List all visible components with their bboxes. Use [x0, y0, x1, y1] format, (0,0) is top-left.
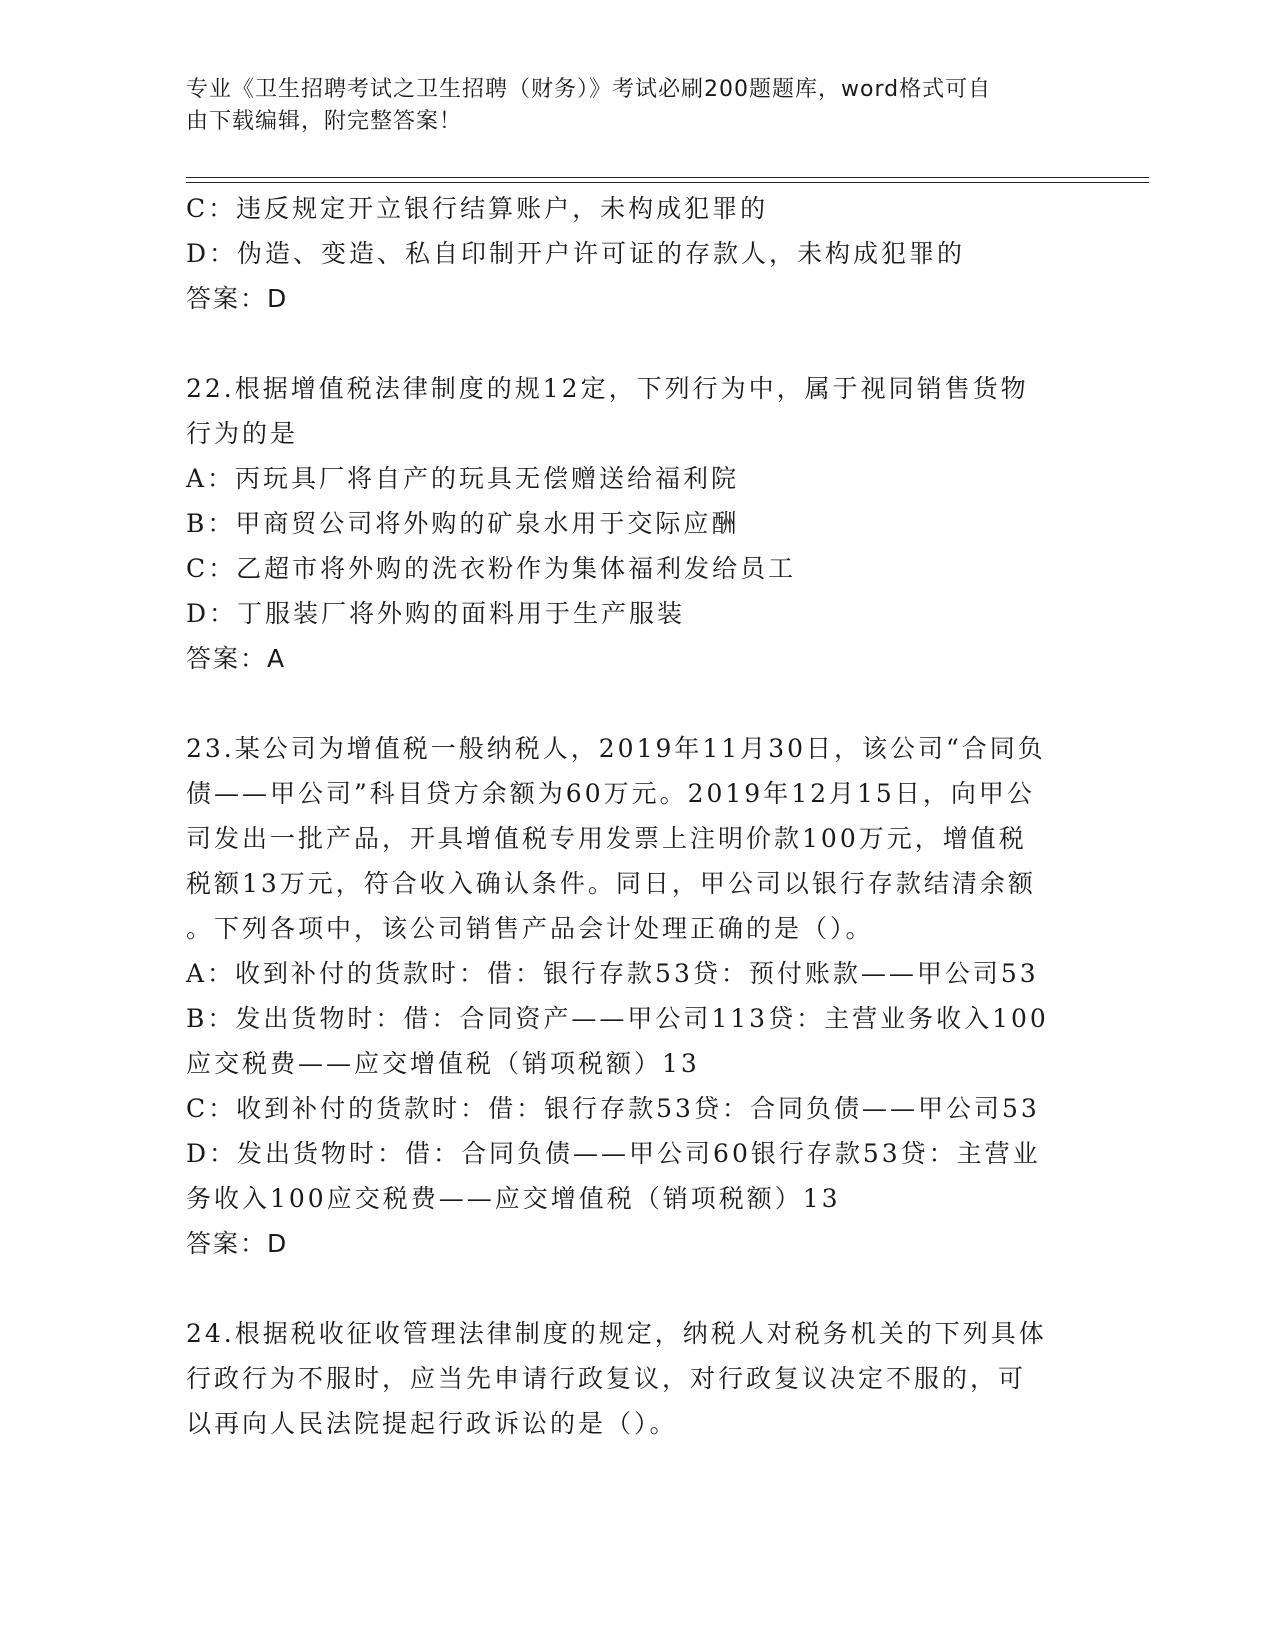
text-line: 行为的是	[186, 419, 299, 448]
text-line: 23.某公司为增值税一般纳税人，2019年11月30日，该公司“合同负	[186, 734, 1046, 763]
text-line: 22.根据增值税法律制度的规12定，下列行为中，属于视同销售货物	[186, 374, 1029, 403]
text-line: 税额13万元，符合收入确认条件。同日，甲公司以银行存款结清余额	[186, 869, 1036, 898]
text-line: C：违反规定开立银行结算账户，未构成犯罪的	[186, 194, 769, 223]
paragraph-gap	[186, 321, 1086, 366]
text-line: D：伪造、变造、私自印制开户许可证的存款人，未构成犯罪的	[186, 239, 966, 268]
text-line: 债——甲公司”科目贷方余额为60万元。2019年12月15日，向甲公	[186, 779, 1035, 808]
text-line: 司发出一批产品，开具增值税专用发票上注明价款100万元，增值税	[186, 824, 1027, 853]
text-line: 以再向人民法院提起行政诉讼的是（）。	[186, 1409, 678, 1438]
text-line: C：收到补付的货款时：借：银行存款53贷：合同负债——甲公司53	[186, 1094, 1040, 1123]
answer-line: 答案：D	[186, 1229, 289, 1258]
text-line: 行政行为不服时，应当先申请行政复议，对行政复议决定不服的，可	[186, 1364, 1027, 1393]
text-line: B：甲商贸公司将外购的矿泉水用于交际应酬	[186, 509, 740, 538]
text-line: C：乙超市将外购的洗衣粉作为集体福利发给员工	[186, 554, 797, 583]
document-header	[186, 74, 1066, 138]
text-line: D：发出货物时：借：合同负债——甲公司60银行存款53贷：主营业	[186, 1139, 1041, 1168]
text-line: 。下列各项中，该公司销售产品会计处理正确的是（）。	[186, 914, 874, 943]
document-body	[186, 186, 1086, 1446]
text-line: A：收到补付的货款时：借：银行存款53贷：预付账款——甲公司53	[186, 959, 1039, 988]
paragraph-gap	[186, 1266, 1086, 1311]
header-divider-bottom	[186, 182, 1149, 183]
header-title-line-2: 由下载编辑，附完整答案！	[186, 109, 463, 134]
text-line: 24.根据税收征收管理法律制度的规定，纳税人对税务机关的下列具体	[186, 1319, 1047, 1348]
header-divider-top	[186, 177, 1149, 178]
text-line: B：发出货物时：借：合同资产——甲公司113贷：主营业务收入100	[186, 1004, 1049, 1033]
paragraph-gap	[186, 681, 1086, 726]
text-line: 务收入100应交税费——应交增值税（销项税额）13	[186, 1184, 841, 1213]
header-title-line-1: 专业《卫生招聘考试之卫生招聘（财务）》考试必刷200题题库，word格式可自	[186, 77, 992, 102]
answer-line: 答案：D	[186, 284, 289, 313]
text-line: 应交税费——应交增值税（销项税额）13	[186, 1049, 700, 1078]
text-line: D：丁服装厂将外购的面料用于生产服装	[186, 599, 686, 628]
answer-line: 答案：A	[186, 644, 287, 673]
text-line: A：丙玩具厂将自产的玩具无偿赠送给福利院	[186, 464, 740, 493]
